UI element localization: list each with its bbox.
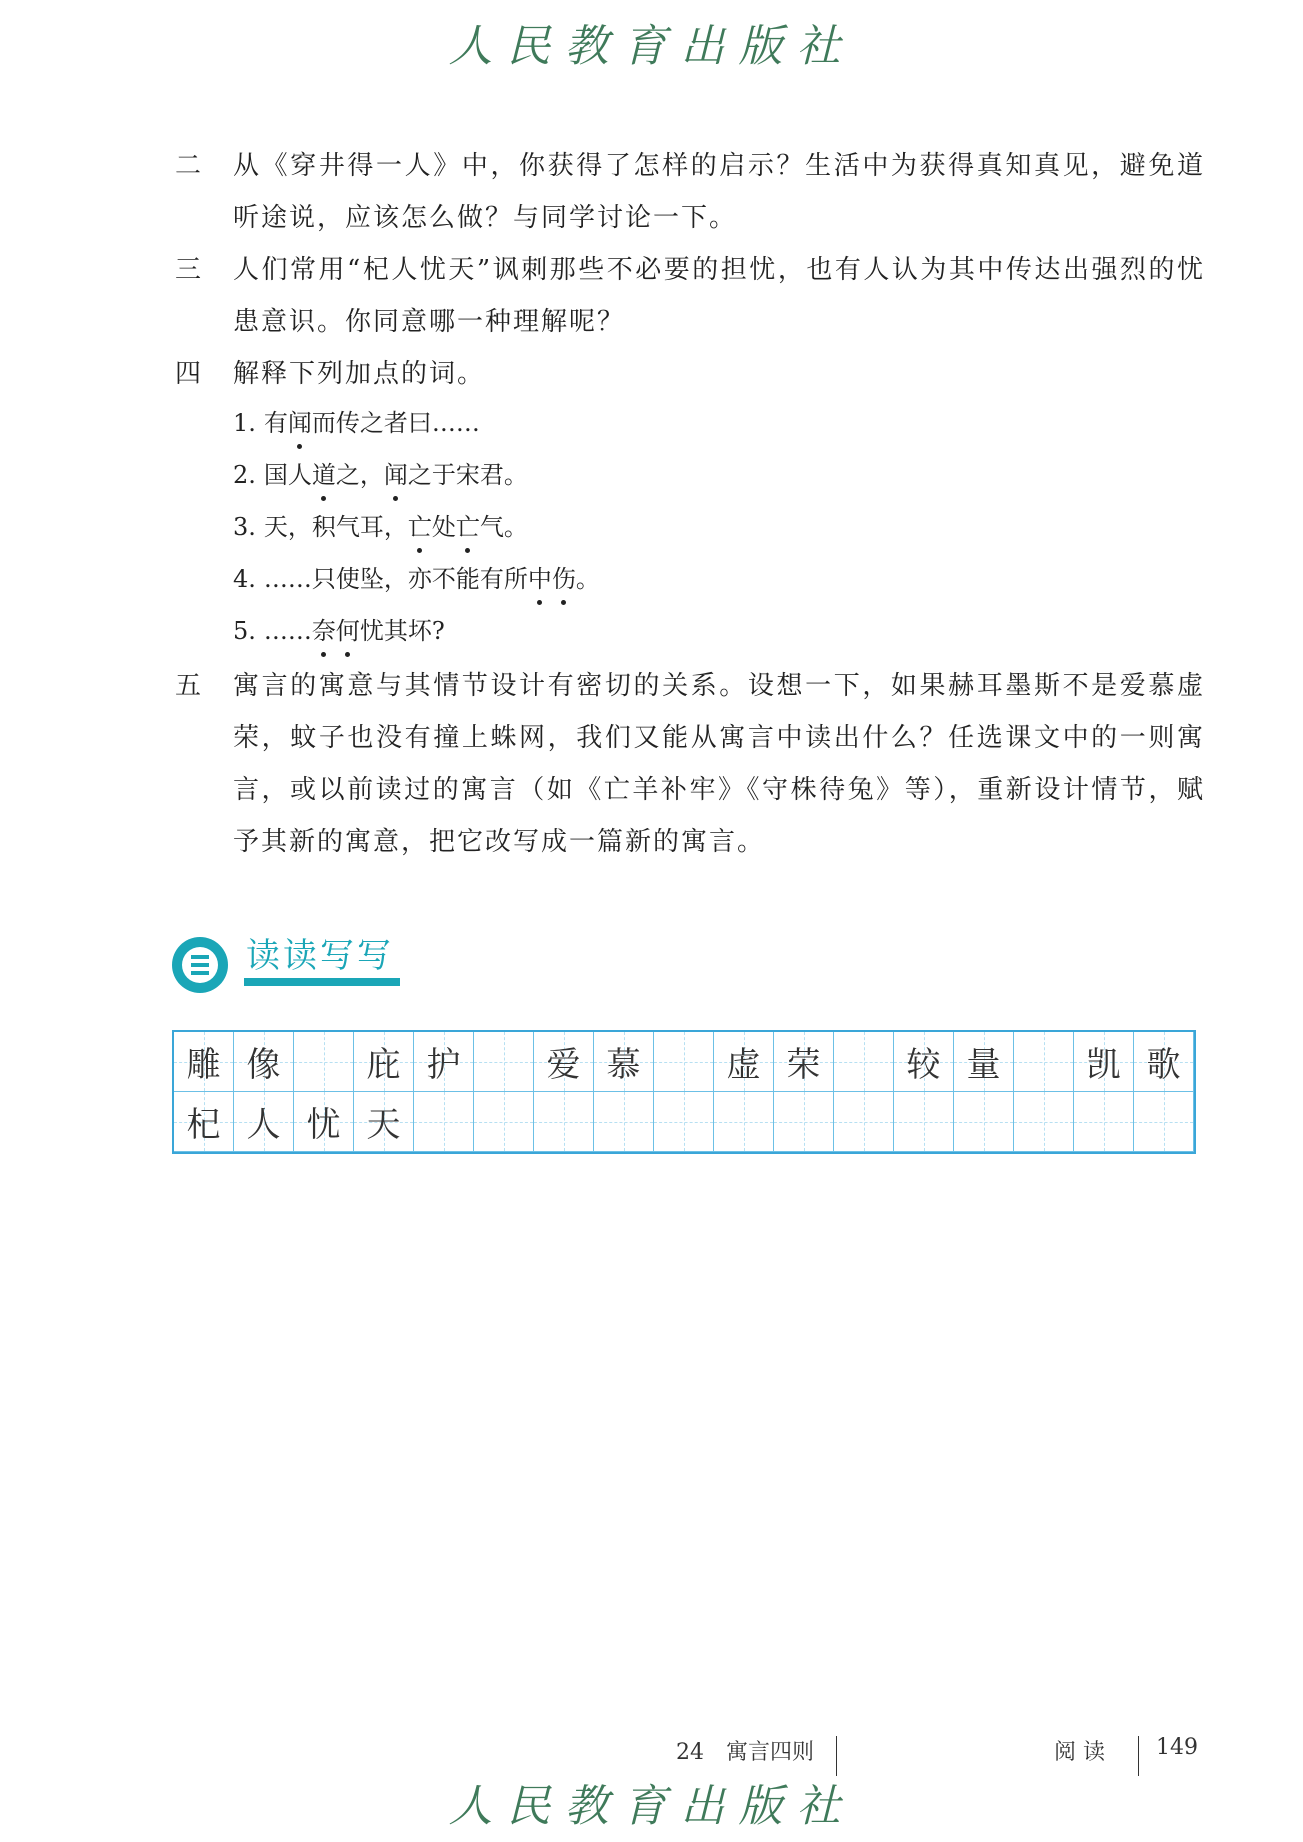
question-number: 四 <box>175 359 202 389</box>
grid-cell <box>714 1032 774 1092</box>
dotted-word: 道 <box>312 455 336 495</box>
grid-cell <box>1134 1032 1194 1092</box>
grid-cell <box>774 1092 834 1152</box>
question-text: 寓言的寓意与其情节设计有密切的关系。设想一下，如果赫耳墨斯不是爱慕虚荣，蚊子也没有撞上蛛网，我们又能从寓言中读出什么？任选课文中的一则寓言，或以前读过的寓言（如《亡羊补牢》《守株待兔》等），重新设计情节，赋予其新的寓意，把它改写成一篇新的寓言。 <box>233 671 1205 857</box>
question-text: 人们常用“杞人忧天”讽刺那些不必要的担忧，也有人认为其中传达出强烈的忧患意识。你同意哪一种理解呢？ <box>233 255 1205 337</box>
question-text: 从《穿井得一人》中，你获得了怎样的启示？生活中为获得真知真见，避免道听途说，应该怎么做？与同学讨论一下。 <box>233 151 1205 233</box>
question-number: 五 <box>175 671 202 701</box>
question-2 <box>175 140 1205 244</box>
writing-grid <box>172 1030 1196 1154</box>
grid-cell <box>174 1092 234 1152</box>
question-text: 解释下列加点的词。 <box>233 359 486 389</box>
text: 有 <box>263 409 288 437</box>
grid-character: 雕 <box>186 1045 221 1085</box>
grid-cell <box>834 1032 894 1092</box>
text: 。 <box>575 565 600 593</box>
dotted-word: 亡 <box>456 507 480 547</box>
publisher-watermark-bottom: 人民教育出版社 <box>448 1781 855 1832</box>
item-number: 3. <box>233 513 256 541</box>
text: 天，积气耳， <box>263 513 408 541</box>
publisher-watermark-top: 人民教育出版社 <box>448 21 855 72</box>
grid-cell <box>774 1032 834 1092</box>
grid-cell <box>234 1092 294 1152</box>
grid-cell <box>1074 1032 1134 1092</box>
question-5 <box>175 660 1205 868</box>
section-underline <box>244 978 400 986</box>
dotted-word: 何 <box>336 611 360 651</box>
grid-cell <box>1014 1092 1074 1152</box>
dotted-word: 伤 <box>552 559 576 599</box>
grid-cell <box>414 1092 474 1152</box>
list-icon <box>172 937 228 993</box>
grid-cell <box>594 1092 654 1152</box>
text: 处 <box>431 513 456 541</box>
item-number: 4. <box>233 565 256 593</box>
lesson-title: 24 寓言四则 <box>676 1740 814 1765</box>
grid-character: 凯 <box>1086 1045 1121 1085</box>
grid-character: 人 <box>246 1105 281 1145</box>
sub-item-3 <box>233 507 528 547</box>
grid-cell <box>1074 1092 1134 1152</box>
grid-character: 量 <box>966 1045 1001 1085</box>
grid-character: 像 <box>246 1045 281 1085</box>
grid-cell <box>174 1032 234 1092</box>
grid-cell <box>894 1032 954 1092</box>
sub-item-4 <box>233 559 600 599</box>
sub-item-2 <box>233 455 528 495</box>
grid-cell <box>1134 1092 1194 1152</box>
question-3 <box>175 244 1205 348</box>
grid-character: 歌 <box>1146 1045 1181 1085</box>
grid-cell <box>1014 1032 1074 1092</box>
grid-character: 爱 <box>546 1045 581 1085</box>
text: 气。 <box>479 513 528 541</box>
grid-cell <box>894 1092 954 1152</box>
grid-cell <box>294 1032 354 1092</box>
text: ……只使坠，亦不能有所 <box>263 565 528 593</box>
grid-cell <box>414 1032 474 1092</box>
section-category: 阅 读 <box>1054 1740 1105 1765</box>
item-number: 1. <box>233 409 256 437</box>
grid-cell <box>654 1032 714 1092</box>
item-number: 2. <box>233 461 256 489</box>
text: 国人 <box>263 461 312 489</box>
grid-character: 庇 <box>366 1045 401 1085</box>
text: …… <box>263 617 312 645</box>
grid-character: 天 <box>366 1105 401 1145</box>
grid-cell <box>234 1032 294 1092</box>
grid-cell <box>714 1092 774 1152</box>
grid-character: 较 <box>906 1045 941 1085</box>
dotted-word: 闻 <box>384 455 408 495</box>
grid-character: 忧 <box>306 1105 341 1145</box>
grid-character: 虚 <box>726 1045 761 1085</box>
grid-cell <box>654 1092 714 1152</box>
grid-cell <box>594 1032 654 1092</box>
grid-cell <box>534 1092 594 1152</box>
grid-cell <box>474 1092 534 1152</box>
sub-item-5 <box>233 611 445 651</box>
dotted-word: 奈 <box>312 611 336 651</box>
grid-cell <box>954 1092 1014 1152</box>
grid-cell <box>474 1032 534 1092</box>
question-number: 三 <box>175 255 202 285</box>
grid-cell <box>294 1092 354 1152</box>
question-number: 二 <box>175 151 202 181</box>
sub-item-1 <box>233 403 480 443</box>
text: 而传之者曰…… <box>311 409 480 437</box>
grid-cell <box>534 1032 594 1092</box>
grid-cell <box>354 1092 414 1152</box>
grid-cell <box>834 1092 894 1152</box>
dotted-word: 闻 <box>288 403 312 443</box>
text: 之， <box>335 461 384 489</box>
item-number: 5. <box>233 617 256 645</box>
grid-cell <box>954 1032 1014 1092</box>
grid-cell <box>354 1032 414 1092</box>
text: 忧其坏? <box>359 617 445 645</box>
text: 之于宋君。 <box>407 461 528 489</box>
dotted-word: 中 <box>528 559 552 599</box>
question-4 <box>175 348 1205 400</box>
grid-character: 慕 <box>606 1045 641 1085</box>
grid-character: 荣 <box>786 1045 821 1085</box>
grid-character: 杞 <box>186 1105 221 1145</box>
page-number: 149 <box>1156 1735 1198 1760</box>
grid-character: 护 <box>426 1045 461 1085</box>
section-title: 读读写写 <box>246 936 394 976</box>
dotted-word: 亡 <box>408 507 432 547</box>
